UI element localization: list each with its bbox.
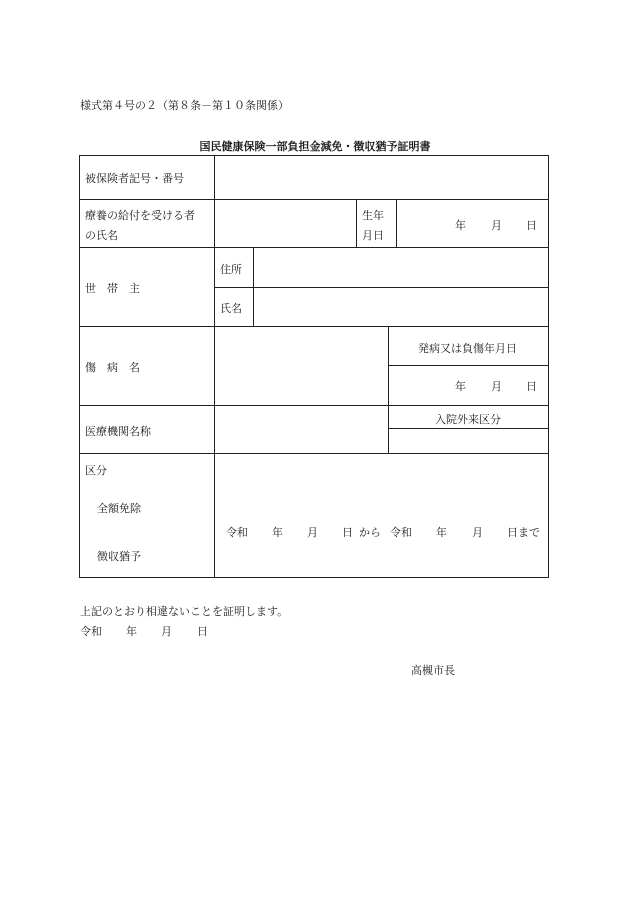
- period-to-month-mark: 月: [472, 526, 483, 539]
- category-label: 区分: [85, 464, 107, 477]
- issuer-mayor: 高槻市長: [411, 664, 455, 677]
- period-from-kara: から: [359, 526, 381, 539]
- birth-day-mark: 日: [526, 219, 537, 232]
- householder-name-field[interactable]: [254, 288, 548, 325]
- householder-label: 世 帯 主: [85, 282, 140, 295]
- illness-name-field[interactable]: [215, 327, 387, 404]
- certification-statement: 上記のとおり相違ないことを証明します。: [80, 605, 289, 618]
- period-from-year-mark: 年: [272, 526, 283, 539]
- onset-date-label: 発病又は負傷年月日: [418, 342, 517, 355]
- birthdate-label: 生年: [362, 209, 384, 222]
- period-from-day-mark: 日: [342, 526, 353, 539]
- collection-deferral-option[interactable]: 徴収猶予: [97, 550, 141, 563]
- recipient-name-label-2: の氏名: [85, 229, 118, 242]
- period-to-day-mark: 日まで: [507, 526, 540, 539]
- form-number: 様式第４号の２（第８条－第１０条関係）: [80, 99, 289, 112]
- footer-era: 令和: [80, 625, 102, 638]
- footer-year-mark: 年: [126, 625, 137, 638]
- document-title: 国民健康保険一部負担金減免・徴収猶予証明書: [199, 140, 431, 153]
- recipient-name-field[interactable]: [215, 200, 355, 246]
- address-label: 住所: [220, 263, 242, 276]
- illness-name-label: 傷 病 名: [85, 361, 140, 374]
- full-exemption-option[interactable]: 全額免除: [97, 502, 141, 515]
- footer-month-mark: 月: [161, 625, 172, 638]
- birth-month-mark: 月: [491, 219, 502, 232]
- onset-date-field[interactable]: [389, 366, 548, 404]
- insured-number-field[interactable]: [215, 156, 548, 198]
- householder-name-label: 氏名: [220, 302, 242, 315]
- footer-day-mark: 日: [197, 625, 208, 638]
- period-to-year-mark: 年: [436, 526, 447, 539]
- inpatient-outpatient-field[interactable]: [389, 429, 548, 452]
- onset-year-mark: 年: [455, 380, 466, 393]
- period-to-era: 令和: [390, 526, 412, 539]
- onset-month-mark: 月: [491, 380, 502, 393]
- address-field[interactable]: [254, 248, 548, 286]
- onset-day-mark: 日: [526, 380, 537, 393]
- inpatient-outpatient-label: 入院外来区分: [435, 413, 501, 426]
- insured-number-label: 被保険者記号・番号: [85, 172, 184, 185]
- medical-institution-label: 医療機関名称: [85, 425, 151, 438]
- recipient-name-label: 療養の給付を受ける者: [85, 209, 195, 222]
- birthdate-label-2: 月日: [362, 229, 384, 242]
- birth-year-mark: 年: [455, 219, 466, 232]
- period-from-month-mark: 月: [307, 526, 318, 539]
- medical-institution-field[interactable]: [215, 406, 387, 452]
- period-from-era: 令和: [226, 526, 248, 539]
